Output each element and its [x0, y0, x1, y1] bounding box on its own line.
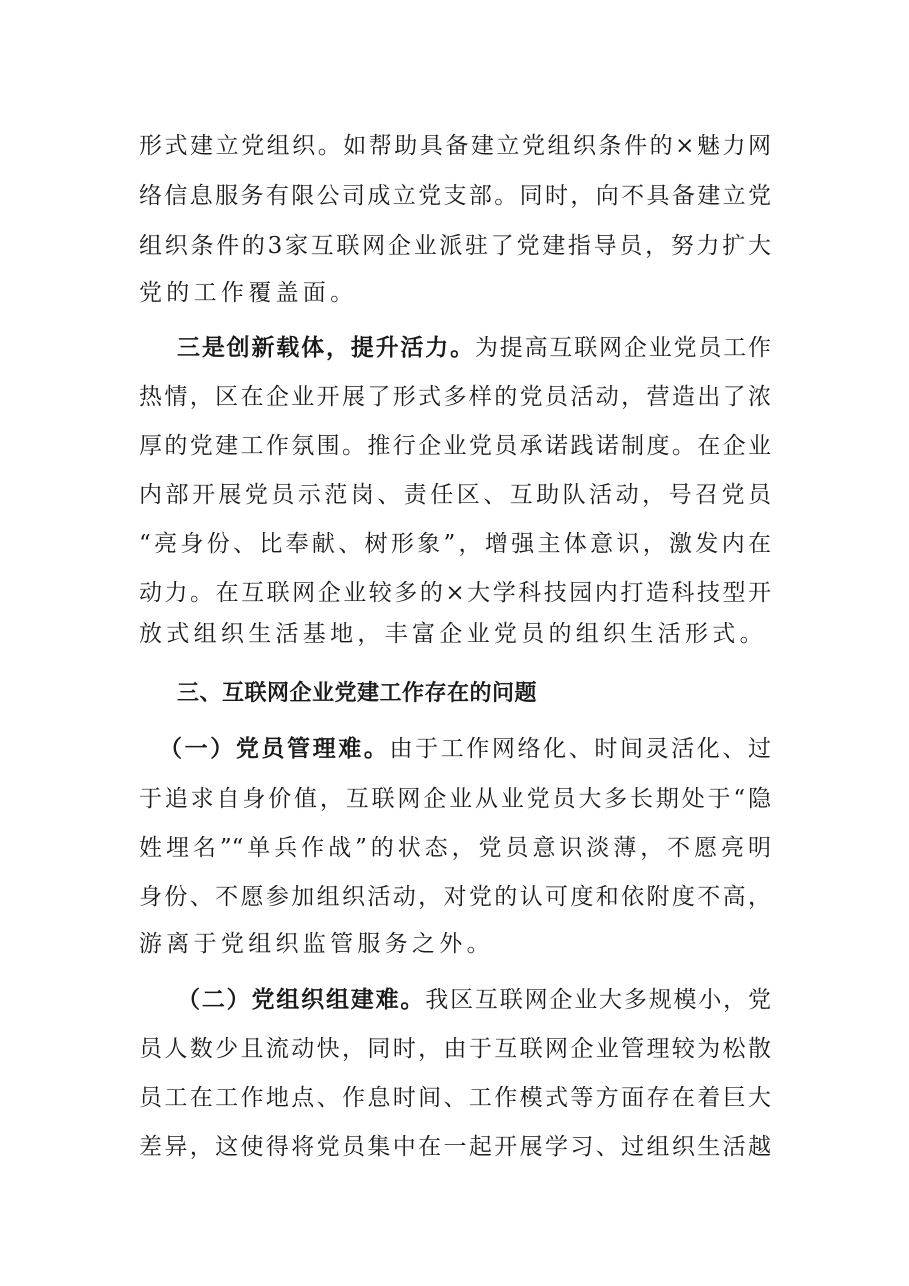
paragraph-2-line-7: 放式组织生活基地，丰富企业党员的组织生活形式。 [139, 621, 767, 647]
paragraph-4-line-4: 差异，这使得将党员集中在一起开展学习、过组织生活越 [139, 1134, 771, 1160]
paragraph-1-line-1: 形式建立党组织。如帮助具备建立党组织条件的×魅力网 [139, 133, 771, 159]
paragraph-1-line-2: 络信息服务有限公司成立党支部。同时，向不具备建立党 [139, 183, 771, 209]
paragraph-4-lead: （二）党组织组建难。 [177, 987, 426, 1013]
paragraph-2-line-2: 热情，区在企业开展了形式多样的党员活动，营造出了浓 [139, 384, 771, 410]
paragraph-4-line-3: 员工在工作地点、作息时间、工作模式等方面存在着巨大 [139, 1085, 771, 1111]
paragraph-2-line-4: 内部开展党员示范岗、责任区、互助队活动，号召党员 [139, 482, 771, 508]
paragraph-1-line-4: 党的工作覆盖面。 [139, 280, 358, 306]
paragraph-2-line-1 [177, 330, 771, 366]
paragraph-2-line-5: “亮身份、比奉献、树形象”，增强主体意识，激发内在 [139, 531, 771, 557]
paragraph-3-line-2: 于追求自身价值，互联网企业从业党员大多长期处于“隐 [139, 786, 771, 812]
paragraph-3-lead: （一）党员管理难。 [159, 736, 390, 762]
paragraph-2-line-3: 厚的党建工作氛围。推行企业党员承诺践诺制度。在企业 [139, 433, 771, 459]
paragraph-4-line-2: 员人数少且流动快，同时，由于互联网企业管理较为松散 [139, 1036, 771, 1062]
paragraph-1-line-3: 组织条件的3家互联网企业派驻了党建指导员，努力扩大 [139, 233, 771, 259]
paragraph-3-line-4: 身份、不愿参加组织活动，对党的认可度和依附度不高， [139, 884, 771, 910]
paragraph-4-first-rest: 我区互联网企业大多规模小，党 [425, 987, 772, 1013]
section-heading: 三、互联网企业党建工作存在的问题 [177, 681, 538, 706]
paragraph-2-lead: 三是创新载体，提升活力。 [177, 334, 475, 361]
paragraph-4-line-1 [177, 982, 771, 1018]
paragraph-2-line-6: 动力。在互联网企业较多的×大学科技园内打造科技型开 [139, 580, 771, 606]
paragraph-3-line-3: 姓埋名”“单兵作战”的状态，党员意识淡薄，不愿亮明 [139, 835, 771, 861]
paragraph-3-line-1 [159, 731, 771, 767]
paragraph-3-line-5: 游离于党组织监管服务之外。 [139, 931, 494, 957]
paragraph-3-first-rest: 由于工作网络化、时间灵活化、过 [389, 736, 772, 762]
paragraph-2-first-rest: 为提高互联网企业党员工作 [474, 335, 772, 361]
